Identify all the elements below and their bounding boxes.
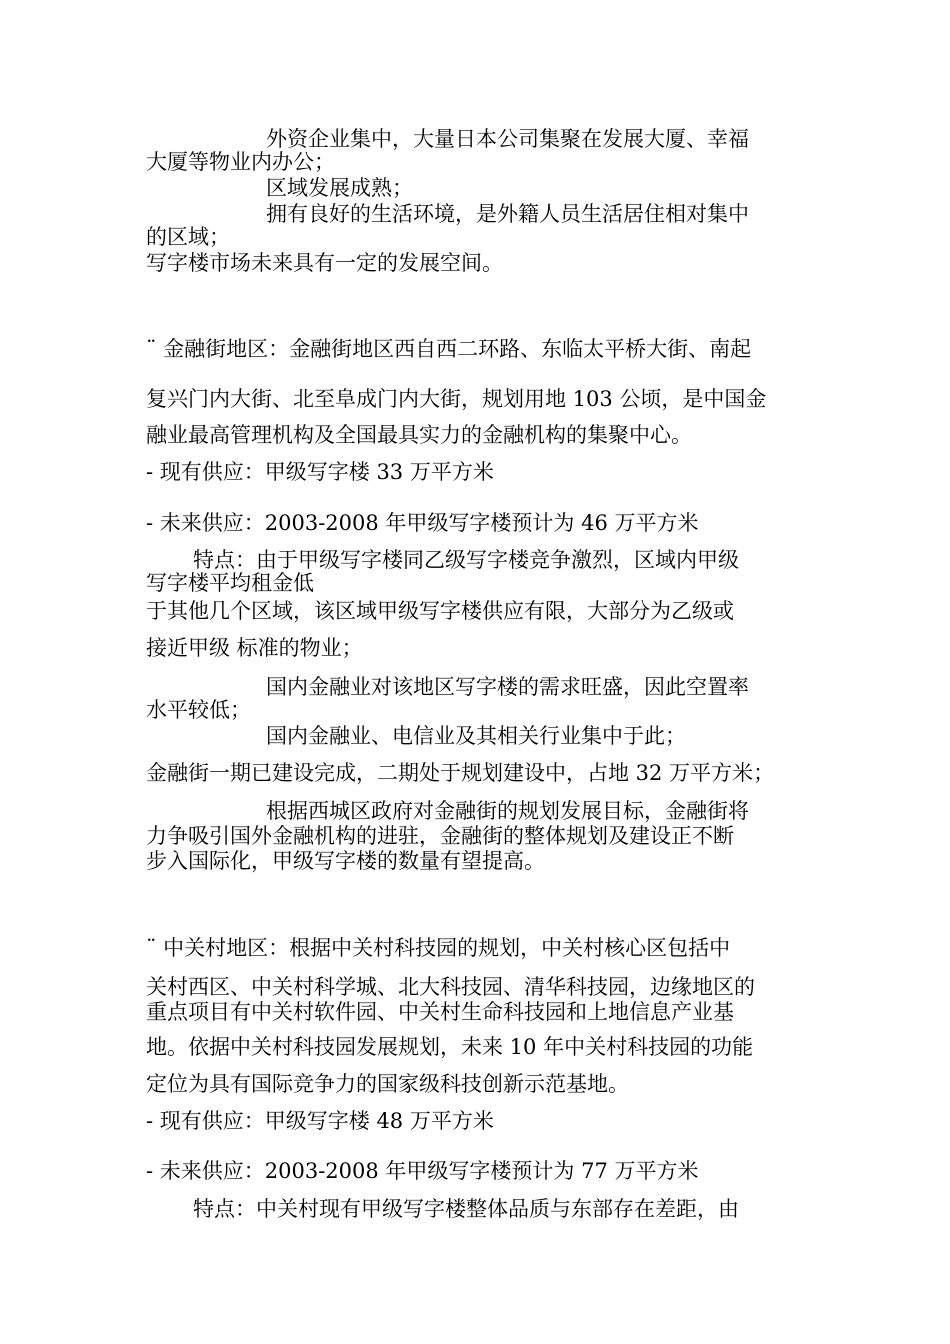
text-line: 力争吸引国外金融机构的进驻，金融街的整体规划及建设正不断 bbox=[146, 824, 734, 848]
text-line: 地。依据中关村科技园发展规划，未来 10 年中关村科技园的功能 bbox=[146, 1035, 754, 1059]
text-line: 特点：由于甲级写字楼同乙级写字楼竞争激烈，区域内甲级 bbox=[193, 548, 739, 572]
text-line: 步入国际化，甲级写字楼的数量有望提高。 bbox=[146, 849, 545, 873]
text-line: - 现有供应：甲级写字楼 48 万平方米 bbox=[146, 1109, 494, 1133]
text-line: 大厦等物业内办公； bbox=[146, 150, 335, 174]
text-line: 于其他几个区域，该区域甲级写字楼供应有限，大部分为乙级或 bbox=[146, 599, 734, 623]
text-line: 区域发展成熟； bbox=[266, 176, 413, 200]
text-line: 的区域； bbox=[146, 225, 230, 249]
text-line: 水平较低； bbox=[146, 698, 251, 722]
text-line: 融业最高管理机构及全国最具实力的金融机构的集聚中心。 bbox=[146, 423, 692, 447]
text-line: - 现有供应：甲级写字楼 33 万平方米 bbox=[146, 460, 494, 484]
text-line: 国内金融业、电信业及其相关行业集中于此； bbox=[266, 724, 686, 748]
text-line: 根据西城区政府对金融街的规划发展目标，金融街将 bbox=[266, 799, 749, 823]
section-heading-zhongguancun: ¨ 中关村地区：根据中关村科技园的规划，中关村核心区包括中 bbox=[146, 936, 731, 960]
text-line: 重点项目有中关村软件园、中关村生命科技园和上地信息产业基 bbox=[146, 1000, 734, 1024]
text-line: 接近甲级 标准的物业； bbox=[146, 636, 363, 660]
text-line: 国内金融业对该地区写字楼的需求旺盛，因此空置率 bbox=[266, 675, 749, 699]
text-line: - 未来供应：2003-2008 年甲级写字楼预计为 46 万平方米 bbox=[146, 511, 699, 535]
text-line: 拥有良好的生活环境，是外籍人员生活居住相对集中 bbox=[266, 202, 749, 226]
text-line: 关村西区、中关村科学城、北大科技园、清华科技园，边缘地区的 bbox=[146, 975, 755, 999]
text-line: 金融街一期已建设完成，二期处于规划建设中，占地 32 万平方米； bbox=[146, 761, 775, 785]
text-line: 特点：中关村现有甲级写字楼整体品质与东部存在差距，由 bbox=[193, 1197, 739, 1221]
text-line: - 未来供应：2003-2008 年甲级写字楼预计为 77 万平方米 bbox=[146, 1159, 699, 1183]
text-line: 外资企业集中，大量日本公司集聚在发展大厦、幸福 bbox=[266, 127, 749, 151]
text-line: 写字楼市场未来具有一定的发展空间。 bbox=[146, 251, 503, 275]
section-heading-jinrongjie: ¨ 金融街地区：金融街地区西自西二环路、东临太平桥大街、南起 bbox=[146, 337, 752, 361]
text-line: 定位为具有国际竞争力的国家级科技创新示范基地。 bbox=[146, 1072, 629, 1096]
text-line: 复兴门内大街、北至阜成门内大街，规划用地 103 公顷，是中国金 bbox=[146, 387, 767, 411]
text-line: 写字楼平均租金低 bbox=[146, 571, 314, 595]
